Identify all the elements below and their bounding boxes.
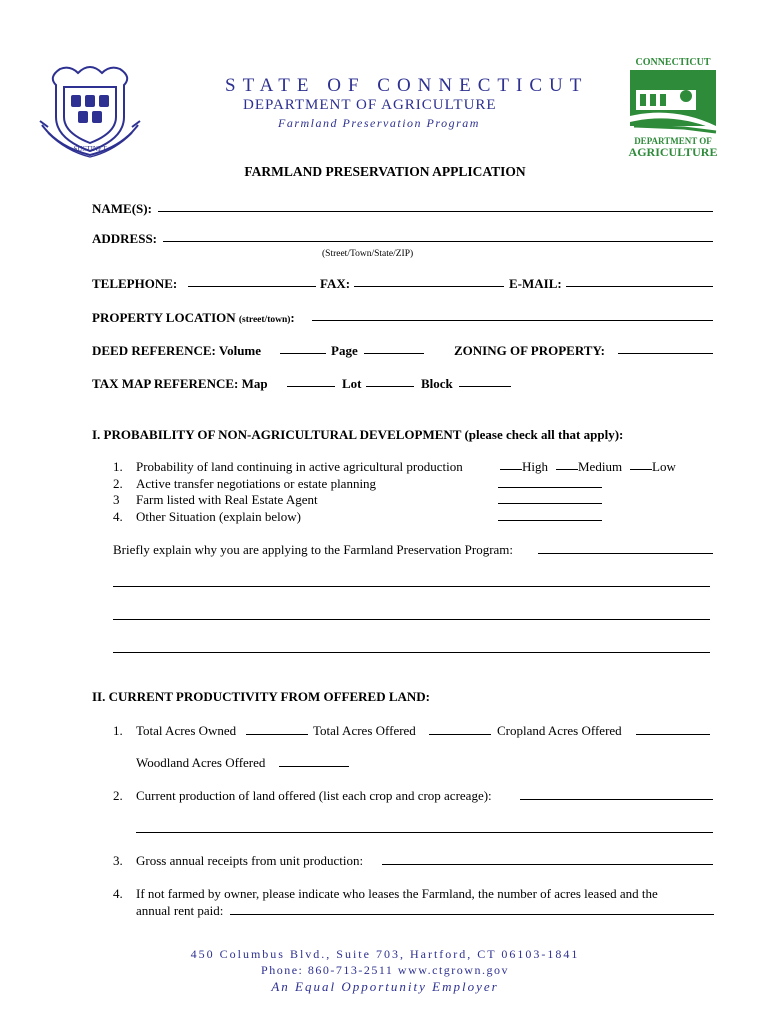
form-title: FARMLAND PRESERVATION APPLICATION xyxy=(244,164,526,179)
cropland-acres-label: Cropland Acres Offered xyxy=(497,723,622,738)
footer-address: 450 Columbus Blvd., Suite 703, Hartford, CT 06103-1841 xyxy=(190,947,580,961)
email-label: E-MAIL: xyxy=(509,276,562,291)
explain-field-line-2[interactable] xyxy=(113,586,710,587)
email-field[interactable] xyxy=(566,286,713,287)
total-acres-offered-field[interactable] xyxy=(429,734,491,735)
low-checkbox[interactable] xyxy=(630,469,652,470)
q1-num: 1. xyxy=(113,723,123,738)
address-label: ADDRESS: xyxy=(92,231,158,246)
property-location-label: PROPERTY LOCATION (street/town): xyxy=(92,310,295,325)
telephone-label: TELEPHONE: xyxy=(92,276,178,291)
svg-text:SUSTINET: SUSTINET xyxy=(73,145,107,153)
zoning-field[interactable] xyxy=(618,353,713,354)
q2-field-line-2[interactable] xyxy=(136,832,713,833)
address-field[interactable] xyxy=(163,241,713,242)
explain-field-line-3[interactable] xyxy=(113,619,710,620)
deed-volume-label: DEED REFERENCE: Volume xyxy=(92,343,262,358)
q4-field[interactable] xyxy=(230,914,714,915)
q2-field-line-1[interactable] xyxy=(520,799,713,800)
cropland-acres-field[interactable] xyxy=(636,734,710,735)
lot-field[interactable] xyxy=(366,386,414,387)
woodland-acres-label: Woodland Acres Offered xyxy=(136,755,266,770)
connecticut-state-seal-icon xyxy=(38,55,142,159)
department-header: DEPARTMENT OF AGRICULTURE xyxy=(243,97,497,113)
section-1-item-text: Probability of land continuing in active agricultural production xyxy=(136,459,463,474)
q2-label: Current production of land offered (list each crop and crop acreage): xyxy=(136,788,492,803)
q4-num: 4. xyxy=(113,886,123,901)
high-checkbox[interactable] xyxy=(500,469,522,470)
woodland-acres-field[interactable] xyxy=(279,766,349,767)
deed-page-field[interactable] xyxy=(364,353,424,354)
footer-contact: Phone: 860-713-2511 www.ctgrown.gov xyxy=(261,963,509,977)
q3-field[interactable] xyxy=(382,864,713,865)
item-4-check-field[interactable] xyxy=(498,520,602,521)
total-acres-offered-label: Total Acres Offered xyxy=(313,723,416,738)
fax-field[interactable] xyxy=(354,286,504,287)
section-1-item-num: 1. xyxy=(113,459,123,474)
explain-label: Briefly explain why you are applying to the Farmland Preservation Program: xyxy=(113,542,514,557)
names-field[interactable] xyxy=(158,211,713,212)
deed-page-label: Page xyxy=(331,343,358,358)
svg-text:AGRICULTURE: AGRICULTURE xyxy=(628,145,718,159)
medium-label: Medium xyxy=(578,459,623,474)
svg-text:CONNECTICUT: CONNECTICUT xyxy=(635,57,711,68)
telephone-field[interactable] xyxy=(188,286,316,287)
section-1-item-num: 3 xyxy=(113,492,120,507)
q2-num: 2. xyxy=(113,788,123,803)
medium-checkbox[interactable] xyxy=(556,469,578,470)
q3-num: 3. xyxy=(113,853,123,868)
department-of-agriculture-logo xyxy=(624,56,722,160)
tax-map-field[interactable] xyxy=(287,386,335,387)
fax-label: FAX: xyxy=(320,276,351,291)
q4-label-line-1: If not farmed by owner, please indicate who leases the Farmland, the number of acres leased and the xyxy=(136,886,658,901)
zoning-label: ZONING OF PROPERTY: xyxy=(454,343,605,358)
q4-label-line-2: annual rent paid: xyxy=(136,903,224,918)
total-acres-owned-label: Total Acres Owned xyxy=(136,723,237,738)
block-field[interactable] xyxy=(459,386,511,387)
footer-eeo: An Equal Opportunity Employer xyxy=(271,979,499,994)
block-label: Block xyxy=(421,376,453,391)
state-header: STATE OF CONNECTICUT xyxy=(225,75,589,96)
address-hint: (Street/Town/State/ZIP) xyxy=(322,249,414,259)
deed-volume-field[interactable] xyxy=(280,353,326,354)
section-1-item-num: 4. xyxy=(113,509,123,524)
low-label: Low xyxy=(652,459,676,474)
section-1-item-text: Active transfer negotiations or estate planning xyxy=(136,476,377,491)
tax-map-label: TAX MAP REFERENCE: Map xyxy=(92,376,268,391)
program-header: Farmland Preservation Program xyxy=(278,116,480,130)
svg-text:DEPARTMENT OF: DEPARTMENT OF xyxy=(634,136,712,146)
explain-field-line-4[interactable] xyxy=(113,652,710,653)
q3-label: Gross annual receipts from unit production: xyxy=(136,853,364,868)
names-label: NAME(S): xyxy=(92,201,152,216)
property-location-field[interactable] xyxy=(312,320,713,321)
high-label: High xyxy=(522,459,548,474)
section-1-item-text: Farm listed with Real Estate Agent xyxy=(136,492,318,507)
item-2-check-field[interactable] xyxy=(498,487,602,488)
lot-label: Lot xyxy=(342,376,362,391)
property-location-hint: (street/town) xyxy=(238,315,291,325)
section-2-heading: II. CURRENT PRODUCTIVITY FROM OFFERED LAND: xyxy=(92,689,431,704)
section-1-item-text: Other Situation (explain below) xyxy=(136,509,301,524)
total-acres-owned-field[interactable] xyxy=(246,734,308,735)
explain-field-line-1[interactable] xyxy=(538,553,713,554)
section-1-heading: I. PROBABILITY OF NON-AGRICULTURAL DEVELOPMENT (please check all that apply): xyxy=(92,427,624,442)
section-1-item-num: 2. xyxy=(113,476,123,491)
item-3-check-field[interactable] xyxy=(498,503,602,504)
